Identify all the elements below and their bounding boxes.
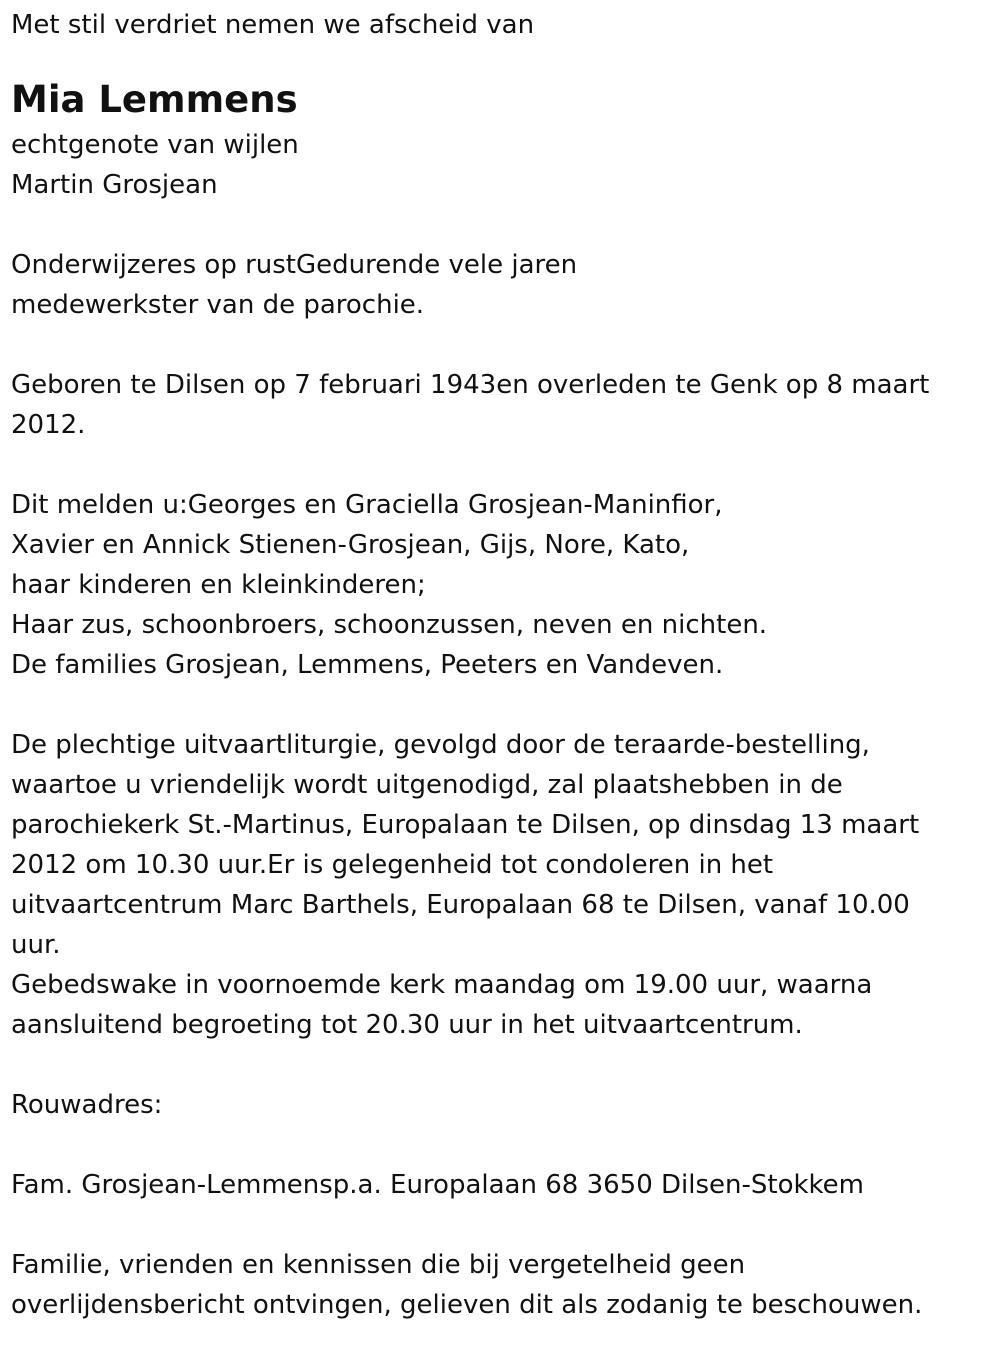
spacer	[11, 45, 1000, 75]
funeral-line: waartoe u vriendelijk wordt uitgenodigd, zal plaatshebben in de	[11, 770, 843, 800]
birth-death-line: Geboren te Dilsen op 7 februari 1943en overleden te Genk op 8 maart	[11, 370, 930, 400]
mourning-address: Fam. Grosjean-Lemmensp.a. Europalaan 68 3650 Dilsen-Stokkem	[11, 1170, 864, 1200]
announcers-section	[11, 485, 1000, 685]
occupation-line: Onderwijzeres op rustGedurende vele jaren	[11, 250, 578, 280]
spacer	[11, 325, 1000, 365]
birth-death-section	[11, 365, 1000, 445]
occupation-section	[11, 245, 1000, 325]
announcers-line: Dit melden u:Georges en Graciella Grosjean-Maninfior,	[11, 490, 723, 520]
funeral-line: parochiekerk St.-Martinus, Europalaan te Dilsen, op dinsdag 13 maart	[11, 810, 920, 840]
deceased-name: Mia Lemmens	[11, 78, 298, 121]
funeral-line: uitvaartcentrum Marc Barthels, Europalaan 68 te Dilsen, vanaf 10.00	[11, 890, 910, 920]
spouse-line: Martin Grosjean	[11, 170, 218, 200]
spouse-line: echtgenote van wijlen	[11, 130, 299, 160]
address-label: Rouwadres:	[11, 1090, 163, 1120]
spacer	[11, 1125, 1000, 1165]
birth-death-line: 2012.	[11, 410, 86, 440]
closing-section	[11, 1245, 1000, 1325]
funeral-line: Gebedswake in voornoemde kerk maandag om 19.00 uur, waarna	[11, 970, 873, 1000]
spacer	[11, 205, 1000, 245]
spacer	[11, 445, 1000, 485]
announcers-line: Haar zus, schoonbroers, schoonzussen, neven en nichten.	[11, 610, 768, 640]
funeral-line: De plechtige uitvaartliturgie, gevolgd door de teraarde-bestelling,	[11, 730, 870, 760]
closing-line: Familie, vrienden en kennissen die bij vergetelheid geen	[11, 1250, 746, 1280]
funeral-line: uur.	[11, 930, 61, 960]
spacer	[11, 685, 1000, 725]
announcers-line: De families Grosjean, Lemmens, Peeters en Vandeven.	[11, 650, 724, 680]
funeral-line: 2012 om 10.30 uur.Er is gelegenheid tot condoleren in het	[11, 850, 774, 880]
spouse-section	[11, 125, 1000, 205]
funeral-line: aansluitend begroeting tot 20.30 uur in het uitvaartcentrum.	[11, 1010, 803, 1040]
spacer	[11, 1205, 1000, 1245]
announcers-line: Xavier en Annick Stienen-Grosjean, Gijs, Nore, Kato,	[11, 530, 690, 560]
funeral-section	[11, 725, 1000, 1045]
announcers-line: haar kinderen en kleinkinderen;	[11, 570, 426, 600]
closing-line: overlijdensbericht ontvingen, gelieven dit als zodanig te beschouwen.	[11, 1290, 923, 1320]
occupation-line: medewerkster van de parochie.	[11, 290, 425, 320]
intro-line: Met stil verdriet nemen we afscheid van	[11, 10, 535, 40]
spacer	[11, 1045, 1000, 1085]
